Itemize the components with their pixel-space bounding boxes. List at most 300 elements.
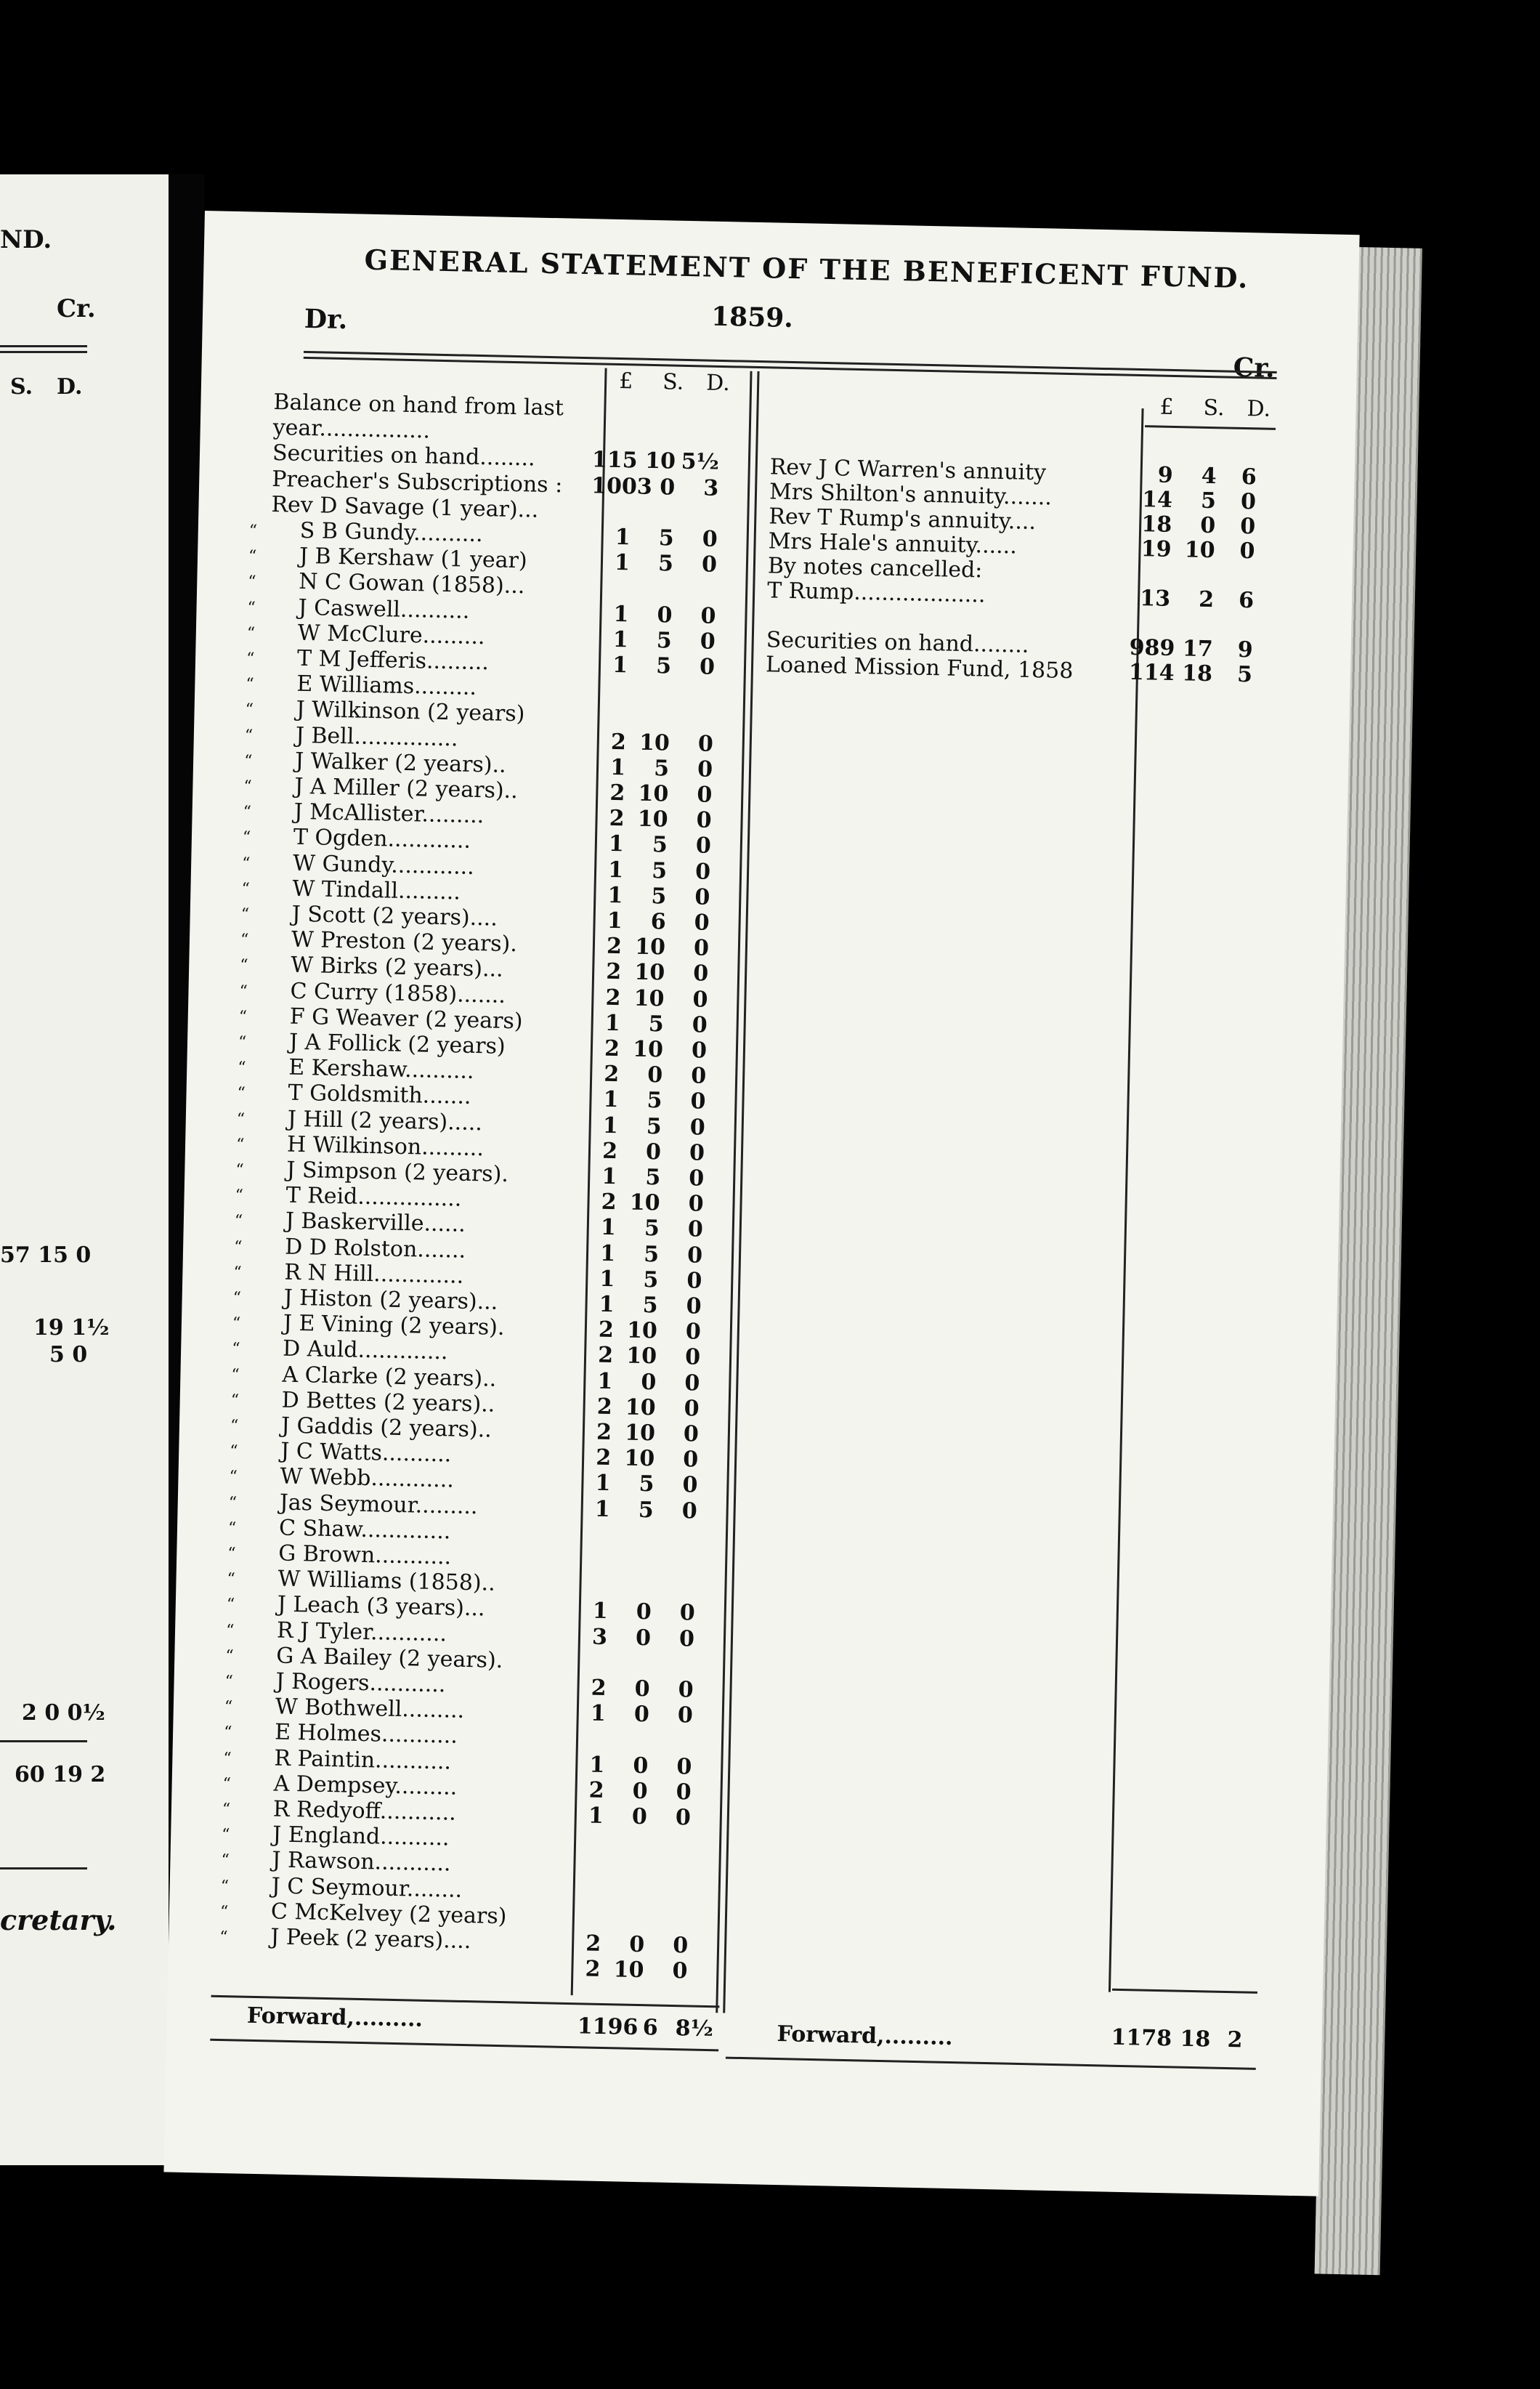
debit-forward-pounds: 1196 (577, 2013, 639, 2041)
amount-shillings (613, 1523, 653, 1524)
amount-pence: 0 (694, 884, 710, 910)
amount-pounds: 2 (596, 1394, 613, 1420)
amount-pounds: 13 (1139, 586, 1171, 612)
entry-name: E Williams......... (296, 671, 477, 701)
amount-pence (650, 1856, 690, 1857)
amount-pounds: 1 (589, 1752, 605, 1778)
amount-pence (656, 1575, 696, 1576)
amount-shillings: 5 (646, 1113, 662, 1140)
amount-pence (681, 399, 721, 400)
amount-shillings (1174, 612, 1214, 613)
ditto-mark: “ (246, 624, 256, 643)
entry-name: H Wilkinson......... (286, 1131, 485, 1162)
left-row: 60 19 2 (15, 1762, 106, 1787)
entry-name: W McClure......... (297, 620, 485, 650)
left-row: 2 0 0½ (22, 1700, 105, 1726)
debit-label: Dr. (304, 303, 348, 336)
entry-name: J Hill (2 years)..... (287, 1106, 483, 1136)
entry-name: W Bothwell......... (275, 1694, 465, 1724)
amount-pence: 5½ (681, 449, 720, 476)
amount-shillings: 5 (1200, 488, 1217, 514)
ditto-mark: “ (248, 522, 258, 541)
amount-shillings: 0 (645, 1139, 662, 1165)
amount-pounds (588, 678, 628, 679)
amount-pounds (563, 1854, 603, 1855)
amount-shillings: 10 (1184, 537, 1215, 564)
amount-shillings: 10 (629, 1189, 660, 1216)
credit-total-rule (1112, 1989, 1257, 1994)
amount-pounds: 2 (609, 806, 625, 832)
entry-name: J Rogers........... (275, 1668, 446, 1698)
amount-shillings: 0 (631, 1803, 648, 1830)
entry-name: J Baskerville...... (285, 1208, 466, 1238)
entry-name: R Redyoff........... (272, 1796, 457, 1826)
amount-pence: 0 (684, 1395, 700, 1422)
entry-name: J Bell............... (295, 722, 458, 752)
left-row: 19 1½ (33, 1315, 110, 1341)
amount-pounds: 989 (1129, 634, 1175, 662)
ditto-mark: “ (238, 1008, 248, 1027)
ditto-mark: “ (227, 1545, 236, 1564)
amount-pence: 0 (678, 1677, 694, 1703)
amount-pounds (587, 704, 627, 705)
amount-pence: 0 (689, 1165, 705, 1192)
ditto-mark: “ (243, 777, 252, 796)
amount-pence: 0 (689, 1140, 705, 1166)
amount-shillings: 10 (613, 1957, 644, 1984)
ditto-mark: “ (222, 1800, 231, 1819)
amount-pounds (562, 1906, 601, 1907)
amount-shillings: 5 (642, 1292, 658, 1319)
amount-shillings (633, 577, 673, 578)
amount-shillings (607, 1855, 647, 1856)
left-rule-total (0, 1740, 87, 1742)
entry-name: C Curry (1858)....... (290, 978, 506, 1008)
amount-pence: 0 (692, 961, 709, 987)
entry-name: J Scott (2 years).... (291, 901, 498, 931)
ditto-mark: “ (235, 1187, 244, 1205)
ditto-mark: “ (246, 650, 255, 668)
entry-name: J McAllister......... (293, 799, 485, 829)
amount-shillings: 10 (634, 960, 665, 986)
ditto-mark: “ (228, 1493, 238, 1512)
left-header-d: D. (57, 374, 83, 400)
amount-pence: 0 (697, 782, 713, 808)
amount-pounds: 9 (1157, 462, 1174, 488)
amount-shillings: 10 (625, 1394, 656, 1421)
amount-shillings: 0 (633, 1702, 650, 1728)
ditto-mark: “ (225, 1646, 234, 1666)
amount-shillings: 10 (624, 1420, 656, 1447)
amount-pounds (570, 1522, 609, 1523)
amount-pounds: 1 (588, 1803, 604, 1829)
amount-pence (675, 680, 715, 681)
debit-forward-shillings: 6 (642, 2015, 658, 2041)
amount-pounds: 1 (592, 1598, 609, 1625)
amount-pounds: 1 (608, 831, 625, 857)
entry-name: W Williams (1858).. (277, 1566, 496, 1596)
amount-pounds: 2 (603, 1061, 620, 1088)
left-cr-label: Cr. (57, 294, 96, 323)
amount-pence (649, 1907, 689, 1908)
amount-shillings (1175, 562, 1215, 563)
credit-header-rule (1145, 425, 1276, 430)
ditto-mark: “ (226, 1596, 235, 1614)
ditto-mark: “ (242, 828, 251, 847)
amount-shillings: 0 (632, 1778, 648, 1805)
amount-pence: 0 (688, 1191, 704, 1217)
amount-pounds: 2 (604, 1035, 620, 1062)
amount-pounds: 2 (595, 1444, 612, 1471)
amount-pounds: 2 (609, 780, 625, 807)
amount-pounds: 2 (596, 1419, 612, 1446)
ditto-mark: “ (233, 1237, 243, 1256)
entry-name: R N Hill............. (284, 1259, 464, 1289)
amount-shillings: 5 (643, 1241, 660, 1267)
credit-forward-label: Forward,......... (777, 2021, 953, 2051)
amount-pounds: 14 (1141, 487, 1173, 513)
amount-pence: 0 (685, 1319, 702, 1345)
entry-name: W Birks (2 years)... (290, 953, 504, 983)
debit-header-pounds: £ (618, 368, 633, 395)
entry-name: W Tindall......... (292, 876, 461, 905)
amount-pounds: 2 (585, 1956, 601, 1983)
ditto-mark: “ (247, 598, 256, 618)
amount-pounds: 1 (607, 882, 623, 909)
amount-pounds (567, 1650, 607, 1651)
amount-pence: 0 (681, 1497, 698, 1524)
amount-pounds: 3 (591, 1624, 608, 1650)
credit-header-pounds: £ (1159, 394, 1175, 420)
entry-name: W Gundy............ (292, 850, 475, 880)
ditto-mark: “ (227, 1570, 236, 1589)
entry-name: Securities on hand........ (766, 627, 1029, 658)
amount-pence: 0 (687, 1216, 704, 1243)
amount-shillings: 4 (1201, 463, 1217, 490)
credit-header-shillings: S. (1203, 395, 1225, 421)
amount-pounds: 1 (604, 1010, 621, 1037)
ditto-mark: “ (225, 1621, 235, 1640)
amount-shillings: 5 (657, 551, 674, 577)
amount-shillings (635, 500, 675, 501)
left-row: 57 15 0 (0, 1242, 92, 1268)
amount-pounds (590, 576, 630, 577)
amount-pounds: 1 (614, 550, 631, 576)
entry-name: Jas Seymour......... (279, 1489, 478, 1519)
amount-pounds: 2 (601, 1189, 617, 1216)
credit-label: Cr. (1233, 352, 1276, 384)
amount-shillings: 5 (651, 883, 667, 910)
entry-name: C Shaw............. (278, 1515, 451, 1545)
amount-pence: 0 (1240, 488, 1257, 515)
amount-pounds: 1 (594, 1496, 611, 1522)
entry-name: T Reid............... (285, 1182, 462, 1212)
entry-name: F G Weaver (2 years) (289, 1003, 523, 1035)
entry-name: Rev J C Warren's annuity (769, 454, 1047, 486)
amount-pounds: 1 (612, 652, 628, 679)
amount-pounds: 1 (595, 1471, 611, 1497)
entry-name: J Caswell.......... (298, 594, 470, 624)
amount-shillings: 0 (647, 1062, 663, 1088)
amount-shillings (606, 1881, 646, 1882)
ditto-mark: “ (221, 1826, 230, 1845)
amount-pence: 5 (1236, 661, 1253, 688)
page-year: 1859. (710, 301, 794, 334)
ditto-mark: “ (230, 1391, 240, 1410)
amount-shillings: 18 (1181, 660, 1213, 687)
entry-name: E Holmes........... (274, 1719, 458, 1750)
amount-shillings: 5 (645, 1164, 661, 1191)
amount-pounds: 1 (599, 1240, 616, 1266)
amount-pounds: 2 (610, 729, 627, 755)
amount-pence: 0 (694, 858, 711, 885)
amount-pence: 0 (692, 1012, 708, 1038)
amount-shillings: 0 (1199, 512, 1216, 539)
entry-name: Loaned Mission Fund, 1858 (765, 652, 1074, 684)
entry-name: Mrs Hale's annuity...... (768, 528, 1018, 559)
ditto-mark: “ (227, 1519, 237, 1538)
ditto-mark: “ (239, 982, 248, 1001)
amount-pounds: 2 (591, 1675, 607, 1702)
credit-forward-shillings: 18 (1180, 2026, 1211, 2053)
amount-pounds: 2 (588, 1777, 604, 1803)
ditto-mark: “ (219, 1902, 229, 1921)
amount-pence (657, 1549, 697, 1550)
amount-pence: 0 (700, 628, 716, 655)
credit-forward-pence: 2 (1227, 2027, 1243, 2053)
ditto-mark: “ (230, 1417, 239, 1436)
ditto-mark: “ (229, 1468, 238, 1487)
amount-pence: 0 (692, 986, 708, 1013)
ditto-mark: “ (223, 1749, 232, 1768)
amount-pence: 3 (702, 475, 719, 501)
amount-shillings (611, 1651, 651, 1652)
amount-pence: 0 (686, 1268, 702, 1294)
entry-name: S B Gundy.......... (299, 517, 483, 548)
ditto-mark: “ (245, 700, 254, 719)
amount-pence: 0 (693, 935, 710, 961)
entry-name: J Peek (2 years).... (270, 1924, 471, 1955)
amount-shillings: 10 (626, 1317, 658, 1344)
entry-name: G A Bailey (2 years). (276, 1643, 503, 1673)
amount-pounds (591, 499, 631, 500)
amount-pounds: 2 (605, 985, 621, 1011)
entry-name: T Ogden............ (293, 825, 471, 854)
amount-shillings: 5 (658, 525, 675, 551)
amount-shillings: 0 (633, 1753, 649, 1779)
amount-pounds: 2 (598, 1317, 615, 1343)
amount-pounds: 1 (612, 626, 629, 653)
amount-pence: 9 (1237, 636, 1254, 663)
amount-shillings (631, 705, 670, 706)
amount-pounds (565, 1726, 605, 1727)
amount-pence: 0 (690, 1063, 707, 1089)
entry-name: D Auld............. (282, 1335, 448, 1365)
amount-shillings (609, 1728, 649, 1729)
ditto-mark: “ (243, 803, 252, 822)
entry-name: R Paintin........... (274, 1745, 452, 1775)
ditto-mark: “ (232, 1314, 241, 1333)
amount-pence: 0 (672, 1958, 688, 1984)
amount-pence: 0 (676, 1779, 692, 1806)
amount-pounds: 1 (602, 1112, 619, 1139)
ditto-mark: “ (240, 905, 250, 924)
amount-pounds: 2 (606, 933, 623, 960)
ditto-mark: “ (221, 1851, 230, 1870)
entry-name: Rev T Rump's annuity.... (768, 504, 1037, 535)
amount-shillings: 0 (634, 1675, 650, 1702)
ditto-mark: “ (224, 1673, 234, 1691)
amount-pence: 0 (689, 1114, 706, 1141)
ditto-mark: “ (231, 1340, 240, 1359)
header-rule (304, 351, 1277, 373)
ditto-mark: “ (220, 1877, 230, 1896)
amount-shillings: 10 (632, 1036, 664, 1063)
entry-name: J A Follick (2 years) (288, 1029, 506, 1059)
amount-pounds: 1 (613, 601, 629, 627)
amount-pence: 0 (672, 1933, 689, 1959)
debit-forward-label: Forward,......... (246, 2002, 423, 2032)
credit-forward-pounds: 1178 (1111, 2024, 1172, 2052)
amount-pounds: 1 (615, 524, 631, 551)
amount-pounds: 1 (597, 1368, 613, 1394)
amount-shillings: 10 (638, 780, 669, 807)
entry-name: J Simpson (2 years). (286, 1157, 509, 1188)
amount-shillings: 6 (650, 909, 667, 935)
entry-name: W Webb............ (280, 1463, 455, 1493)
amount-pence: 0 (675, 1805, 692, 1831)
entry-name: A Dempsey......... (273, 1771, 458, 1800)
amount-shillings: 5 (643, 1266, 659, 1293)
amount-pounds (1130, 611, 1170, 612)
ditto-mark: “ (235, 1135, 245, 1155)
amount-pence: 0 (684, 1344, 701, 1371)
amount-shillings: 5 (647, 1088, 662, 1114)
ditto-mark: “ (246, 675, 254, 694)
ditto-mark: “ (238, 1033, 247, 1052)
ditto-mark: “ (244, 726, 254, 745)
debit-forward-pence: 8½ (675, 2016, 714, 2042)
entry-name: G Brown........... (277, 1540, 452, 1570)
amount-pence (680, 424, 720, 425)
entry-name: A Clarke (2 years).. (282, 1362, 497, 1392)
amount-pence (649, 1882, 689, 1883)
amount-pence: 0 (1239, 513, 1256, 540)
entry-name: J C Seymour........ (271, 1873, 463, 1903)
ditto-mark: “ (239, 956, 248, 975)
entry-name: D D Rolston....... (284, 1234, 466, 1264)
amount-pounds: 1 (599, 1291, 615, 1318)
ditto-mark: “ (241, 854, 251, 873)
entry-name: Preacher's Subscriptions : (271, 466, 563, 498)
amount-shillings (613, 1548, 653, 1549)
amount-pence: 0 (682, 1472, 698, 1498)
amount-pounds: 1 (590, 1700, 607, 1727)
amount-pounds: 18 (1141, 512, 1172, 538)
entry-name: Balance on hand from last (273, 389, 564, 421)
entry-name: Securities on hand........ (272, 440, 535, 472)
amount-shillings: 5 (648, 1011, 665, 1038)
entry-name: R J Tyler........... (276, 1617, 447, 1646)
amount-pence: 0 (1239, 538, 1255, 565)
entry-name: J B Kershaw (1 year) (299, 543, 527, 574)
entry-name: C McKelvey (2 years) (270, 1899, 507, 1930)
ditto-mark: “ (232, 1289, 242, 1308)
amount-shillings: 5 (644, 1216, 660, 1242)
entry-name: J Leach (3 years)... (277, 1591, 485, 1622)
credit-total-rule-bottom (726, 2057, 1256, 2070)
entry-name: T Rump................... (766, 578, 986, 608)
amount-pounds: 19 (1140, 536, 1172, 562)
amount-pence: 0 (684, 1370, 700, 1396)
ditto-mark: “ (248, 573, 256, 591)
entry-name: J Wilkinson (2 years) (296, 697, 525, 727)
amount-pence: 0 (695, 833, 712, 860)
ditto-mark: “ (234, 1212, 243, 1231)
amount-shillings: 5 (638, 1497, 654, 1523)
ditto-mark: “ (237, 1084, 246, 1103)
amount-pence: 0 (702, 526, 718, 552)
amount-pounds: 1 (609, 754, 626, 781)
entry-name: N C Gowan (1858)... (298, 569, 525, 599)
entry-name: J C Watts.......... (280, 1438, 452, 1468)
amount-pence (1215, 563, 1255, 564)
entry-name: E Kershaw.......... (288, 1054, 474, 1085)
entry-name: D Bettes (2 years).. (281, 1387, 495, 1418)
entry-name: T Goldsmith....... (288, 1080, 471, 1110)
ditto-mark: “ (241, 880, 250, 899)
amount-pounds: 2 (597, 1343, 614, 1369)
amount-shillings: 10 (625, 1343, 657, 1370)
amount-shillings (631, 679, 671, 680)
amount-shillings: 10 (639, 729, 670, 756)
amount-pounds: 2 (601, 1138, 618, 1164)
ditto-mark: “ (248, 547, 257, 566)
amount-pence: 0 (696, 807, 712, 833)
amount-pence: 0 (697, 730, 714, 757)
left-row: 5 0 (49, 1342, 88, 1367)
entry-name: Rev D Savage (1 year)... (271, 491, 539, 523)
entry-name: By notes cancelled: (767, 553, 983, 583)
amount-shillings: 5 (652, 832, 668, 858)
amount-pence: 0 (677, 1702, 694, 1729)
amount-pounds: 1 (599, 1266, 615, 1292)
amount-shillings: 10 (637, 806, 668, 833)
amount-shillings: 0 (636, 1599, 652, 1625)
debit-header-pence: D. (705, 370, 731, 397)
ledger-page (163, 211, 1359, 2196)
left-rule-bottom (0, 1867, 87, 1869)
amount-pounds: 2 (585, 1931, 601, 1957)
amount-pounds: 1 (603, 1087, 619, 1113)
entry-name: T M Jefferis......... (296, 645, 490, 676)
ditto-mark: “ (238, 1059, 246, 1078)
amount-pence: 0 (690, 1088, 706, 1115)
amount-pence: 0 (683, 1421, 700, 1447)
left-page (0, 174, 169, 2165)
amount-pence: 0 (679, 1600, 696, 1626)
amount-pence: 0 (701, 551, 718, 578)
ditto-mark: “ (235, 1161, 244, 1180)
ditto-mark: “ (240, 931, 249, 950)
amount-shillings: 5 (651, 857, 668, 884)
amount-pounds: 1 (600, 1215, 617, 1241)
entry-name: J England.......... (272, 1822, 450, 1851)
amount-pounds (593, 422, 633, 423)
amount-pence (678, 501, 718, 502)
amount-shillings: 10 (633, 985, 665, 1012)
entry-name: J Histon (2 years)... (283, 1285, 498, 1315)
